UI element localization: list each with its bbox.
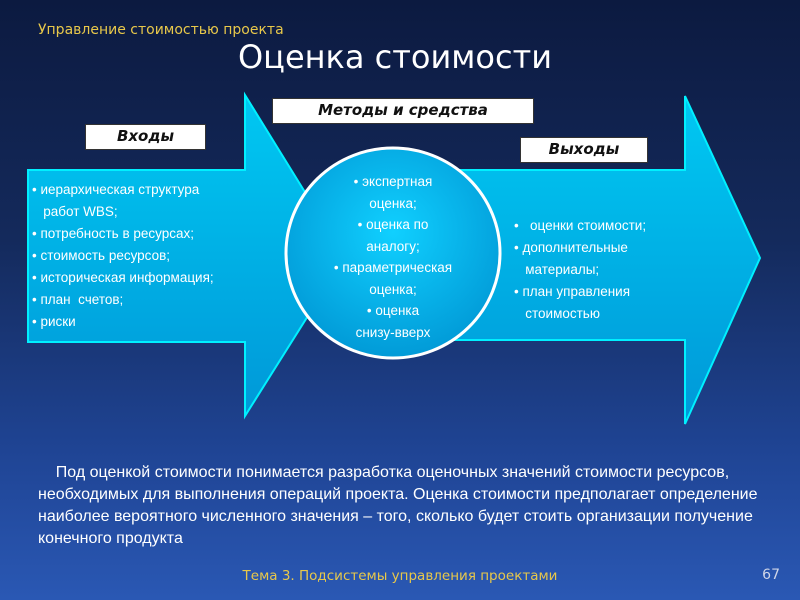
methods-item: оценка; <box>369 195 417 211</box>
inputs-item: • риски <box>32 314 76 329</box>
outputs-item: • оценки стоимости; <box>514 218 647 233</box>
outputs-item: материалы; <box>514 262 600 277</box>
inputs-item: • потребность в ресурсах; <box>32 226 195 241</box>
outputs-label: Выходы <box>520 137 648 163</box>
inputs-item: • план счетов; <box>32 292 124 307</box>
methods-item: • экспертная <box>353 174 433 189</box>
outputs-item: • дополнительные <box>514 240 628 255</box>
slide-subtitle: Управление стоимостью проекта <box>38 22 284 38</box>
methods-item: снизу-вверх <box>355 324 431 340</box>
outputs-item: стоимостью <box>514 306 600 321</box>
slide-title: Оценка стоимости <box>237 38 553 76</box>
methods-item: • параметрическая <box>333 260 453 275</box>
inputs-label: Входы <box>85 124 206 150</box>
outputs-list <box>514 215 684 325</box>
inputs-item: • стоимость ресурсов; <box>32 248 171 263</box>
methods-item: • оценка <box>366 303 420 318</box>
footer-topic: Тема 3. Подсистемы управления проектами <box>242 568 558 584</box>
methods-list <box>313 171 473 343</box>
inputs-item: • историческая информация; <box>32 270 214 285</box>
methods-label: Методы и средства <box>272 98 534 124</box>
inputs-list <box>32 179 262 333</box>
inputs-item: • иерархическая структура <box>32 182 200 197</box>
inputs-item: работ WBS; <box>32 204 118 219</box>
outputs-item: • план управления <box>514 284 631 299</box>
methods-item: аналогу; <box>366 238 420 254</box>
description-text: Под оценкой стоимости понимается разработка оценочных значений стоимости ресурсов, необходимых для выполнения операций проекта. Оценка стоимости предполагает определение наиболее вероятного численного значения – того, сколько будет стоить организации получение конечного продукта <box>38 464 762 547</box>
page-number: 67 <box>762 567 780 583</box>
methods-item: • оценка по <box>357 217 429 232</box>
methods-item: оценка; <box>369 281 417 297</box>
